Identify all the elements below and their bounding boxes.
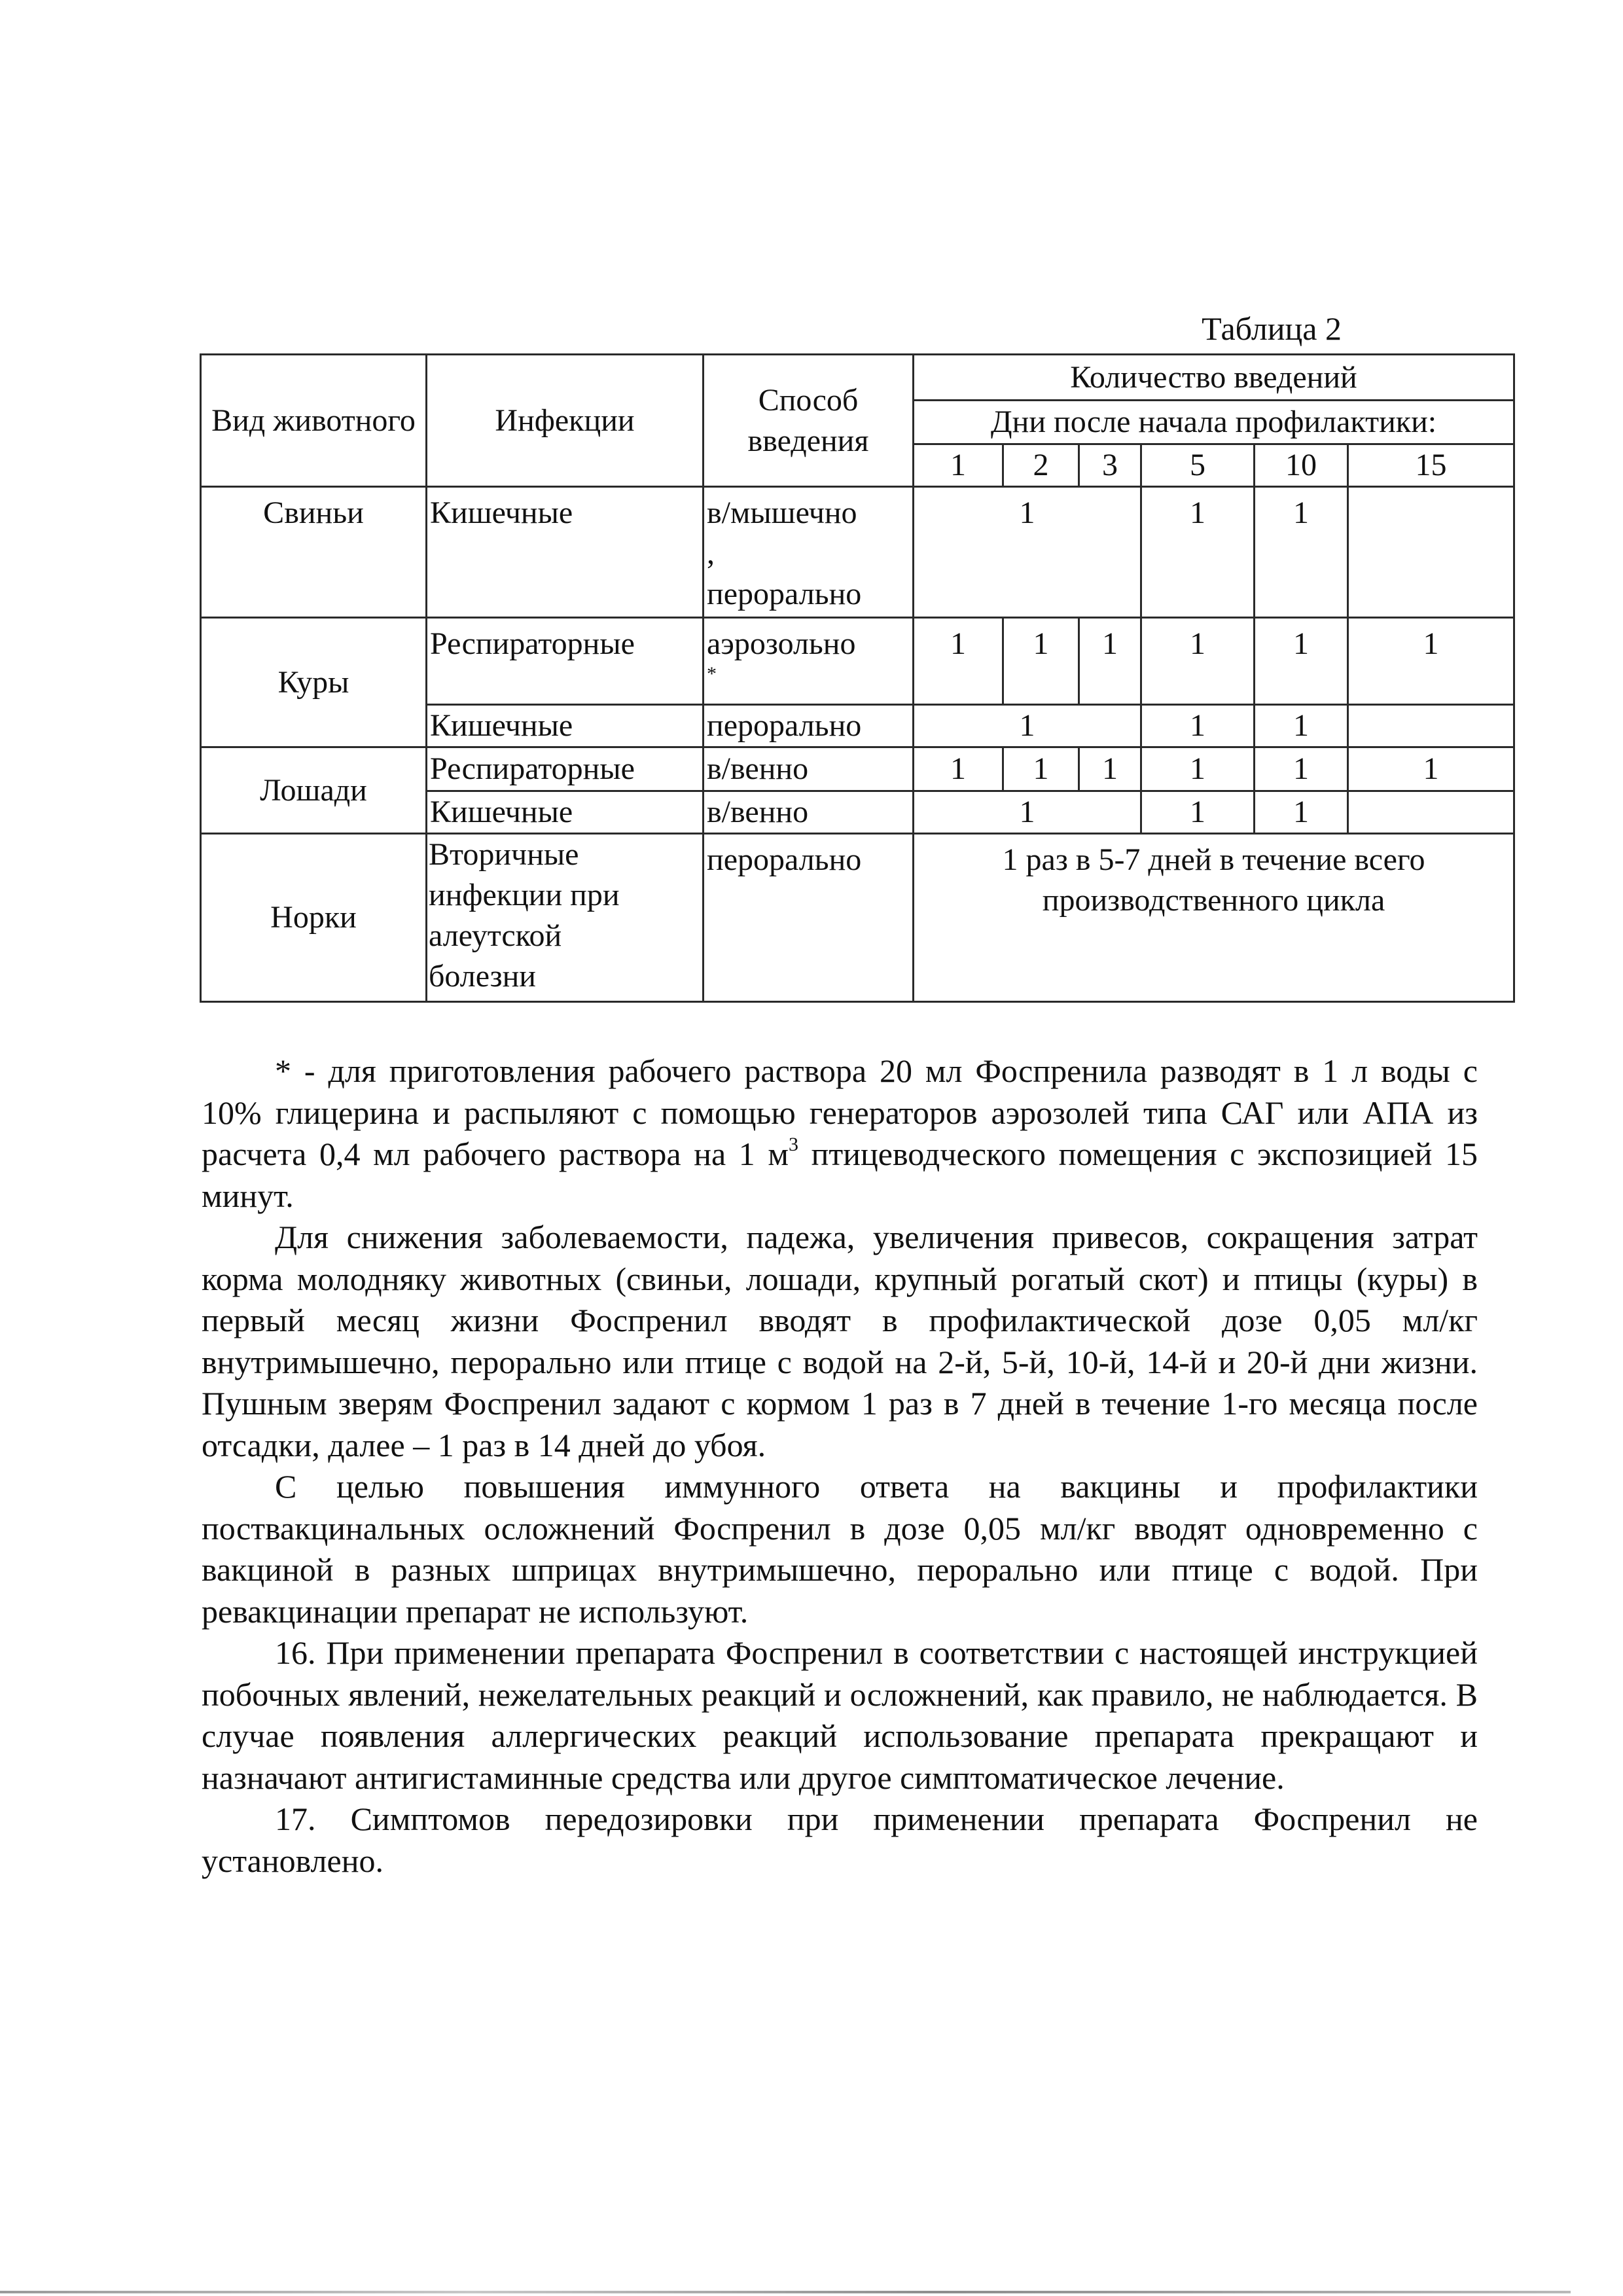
cell-day-15: [1348, 791, 1514, 834]
header-day-1: 1: [914, 444, 1003, 487]
table-row: [201, 834, 1514, 1002]
cell-day-15: [1348, 705, 1514, 747]
cell-day-3: 1: [1079, 747, 1141, 791]
footnote-marker: *: [707, 663, 717, 685]
footnote-text-end: птицеводческого помещения с экспозицией 15 минут.: [202, 1136, 1478, 1214]
header-animal: Вид животного: [201, 355, 427, 487]
route-line: перорально: [707, 577, 862, 611]
cell-day-3: 1: [1079, 618, 1141, 705]
cell-route: [704, 618, 914, 705]
cell-animal: Куры: [201, 618, 427, 747]
cell-day-2: 1: [1003, 747, 1079, 791]
cell-day-5: 1: [1141, 618, 1255, 705]
cell-animal: Свиньи: [201, 487, 427, 618]
header-days-caption: Дни после начала профилактики:: [914, 401, 1514, 444]
cell-day-2: 1: [1003, 618, 1079, 705]
cell-infection: Респираторные: [427, 747, 704, 791]
cell-days-1-3: 1: [914, 705, 1141, 747]
cell-day-15: 1: [1348, 747, 1514, 791]
cell-animal: Норки: [201, 834, 427, 1002]
scan-edge-line: [0, 2291, 1571, 2293]
cell-infection: [427, 834, 704, 1002]
paragraph-vaccination: С целью повышения иммунного ответа на вакцины и профилактики поствакцинальных осложнений Фоспренил в дозе 0,05 мл/кг вводят одновременно с вакциной в разных шприцах внутримышечно, перорально или птице с водой. При ревакцинации препарат не используют.: [202, 1468, 1478, 1630]
cell-route: в/венно: [704, 747, 914, 791]
cell-day-10: 1: [1255, 747, 1348, 791]
table-row: [201, 618, 1514, 705]
cell-day-1: 1: [914, 747, 1003, 791]
body-text: [202, 1050, 1478, 1882]
cell-infection: Кишечные: [427, 487, 704, 618]
table-row: [201, 747, 1514, 791]
table-row: [201, 487, 1514, 618]
route-line: в/мышечно: [707, 495, 857, 530]
paragraph-young-animals: Для снижения заболеваемости, падежа, увеличения привесов, сокращения затрат корма молодняку животных (свиньи, лошади, крупный рогатый скот) и птицы (куры) в первый месяц жизни Фоспренил вводят в профилактической дозе 0,05 мл/кг внутримышечно, перорально или птице с водой на 2-й, 5-й, 10-й, 14-й и 20-й дни жизни. Пушным зверям Фоспренил задают с кормом 1 раз в 7 дней в течение 1-го месяца после отсадки, далее – 1 раз в 14 дней до убоя.: [202, 1219, 1478, 1463]
cell-route: перорально: [704, 705, 914, 747]
cell-day-10: 1: [1255, 487, 1348, 618]
cell-infection: Кишечные: [427, 705, 704, 747]
dosage-schedule-table: [200, 353, 1515, 1003]
infection-line: алеутской: [429, 918, 562, 953]
cell-day-5: 1: [1141, 747, 1255, 791]
cell-day-15: [1348, 487, 1514, 618]
cell-days-1-3: 1: [914, 791, 1141, 834]
infection-line: инфекции при: [429, 878, 620, 912]
footnote-paragraph: [202, 1050, 1478, 1217]
cell-day-15: 1: [1348, 618, 1514, 705]
cell-day-10: 1: [1255, 705, 1348, 747]
cell-infection: Кишечные: [427, 791, 704, 834]
header-route: Способ введения: [704, 355, 914, 487]
cell-day-5: 1: [1141, 791, 1255, 834]
table-caption: Таблица 2: [1202, 310, 1342, 347]
cell-days-1-3: 1: [914, 487, 1141, 618]
header-infections: Инфекции: [427, 355, 704, 487]
header-day-5: 5: [1141, 444, 1255, 487]
cell-route: [704, 487, 914, 618]
route-text: аэрозольно: [707, 626, 856, 661]
cell-route: перорально: [704, 834, 914, 1002]
header-count: Количество введений: [914, 355, 1514, 401]
cell-day-1: 1: [914, 618, 1003, 705]
cubic-superscript: 3: [789, 1134, 799, 1155]
cell-day-5: 1: [1141, 487, 1255, 618]
header-day-3: 3: [1079, 444, 1141, 487]
header-day-15: 15: [1348, 444, 1514, 487]
paragraph-item-17: 17. Симптомов передозировки при применении препарата Фоспренил не установлено.: [202, 1801, 1478, 1879]
paragraph-item-16: 16. При применении препарата Фоспренил в соответствии с настоящей инструкцией побочных явлений, нежелательных реакций и осложнений, как правило, не наблюдается. В случае появления аллергических реакций использование препарата прекращают и назначают антигистаминные средства или другое симптоматическое лечение.: [202, 1634, 1478, 1796]
header-day-2: 2: [1003, 444, 1079, 487]
cell-day-5: 1: [1141, 705, 1255, 747]
infection-line: болезни: [429, 959, 536, 994]
cell-animal: Лошади: [201, 747, 427, 834]
infection-line: Вторичные: [429, 837, 579, 872]
cell-infection: Респираторные: [427, 618, 704, 705]
cell-schedule: 1 раз в 5-7 дней в течение всего производственного цикла: [914, 834, 1514, 1002]
cell-day-10: 1: [1255, 618, 1348, 705]
header-day-10: 10: [1255, 444, 1348, 487]
footnote-text: * - для приготовления рабочего раствора 20 мл Фоспренила разводят в 1 л воды с 10% глицерина и распыляют с помощью генераторов аэрозолей типа САГ или АПА из расчета 0,4 мл рабочего раствора на 1 м: [202, 1052, 1478, 1172]
cell-day-10: 1: [1255, 791, 1348, 834]
route-line: ,: [707, 536, 715, 571]
cell-route: в/венно: [704, 791, 914, 834]
